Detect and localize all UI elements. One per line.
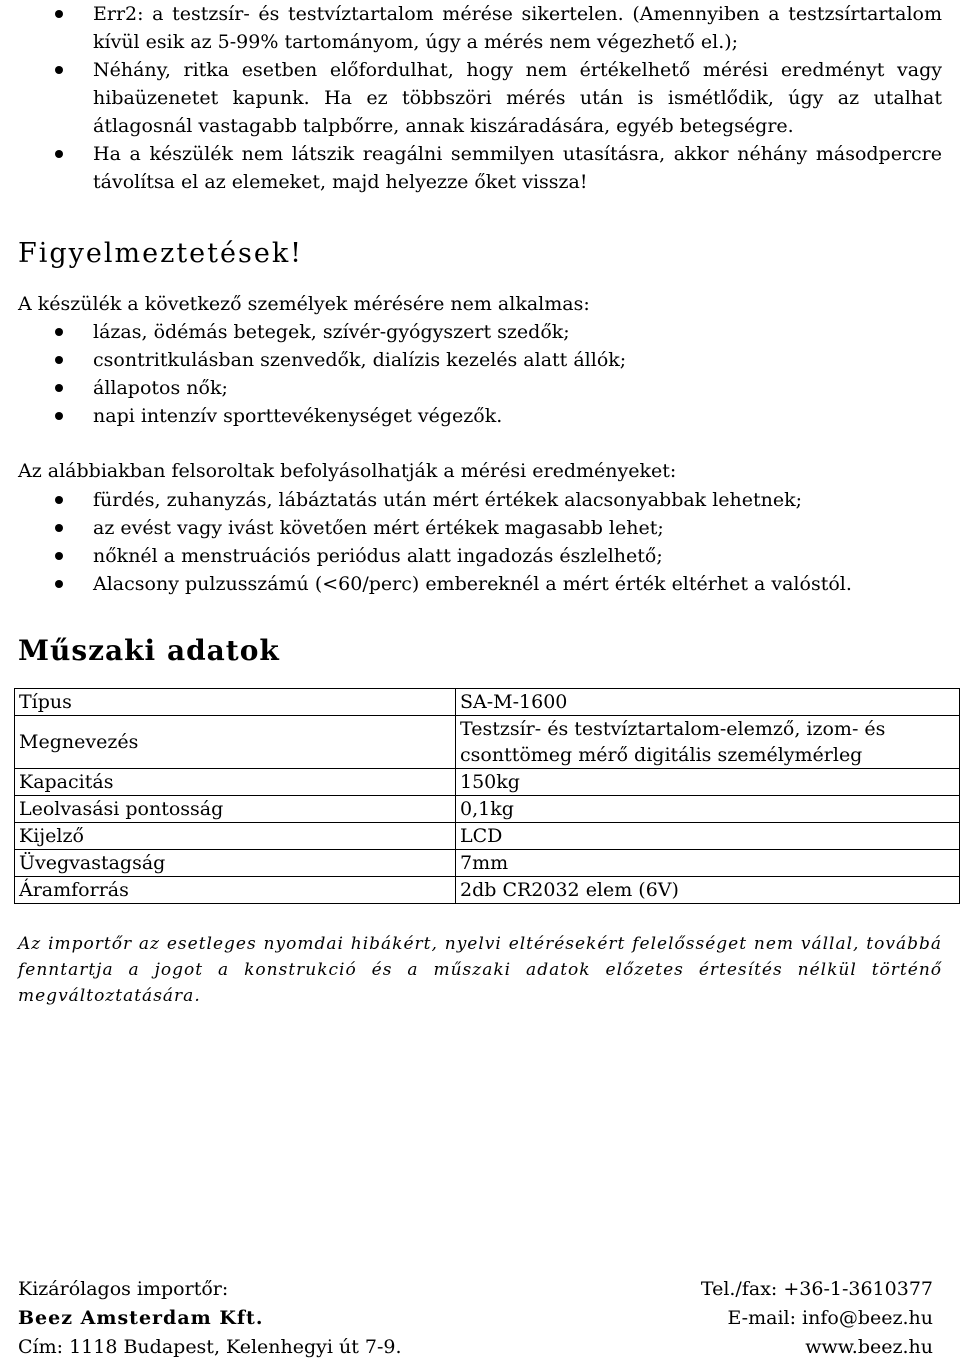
factors-intro: Az alábbiakban felsoroltak befolyásolhatják a mérési eredményeket: <box>18 460 677 482</box>
bullet-icon <box>55 580 63 588</box>
bullet-icon <box>55 412 63 420</box>
footer-contact <box>701 1275 933 1362</box>
warnings-heading: Figyelmeztetések! <box>18 238 304 269</box>
warning-text: állapotos nők; <box>93 377 228 399</box>
warning-text: lázas, ödémás betegek, szívér-gyógyszert szedők; <box>93 321 570 343</box>
factor-item <box>0 542 960 570</box>
warning-item <box>0 318 960 346</box>
bullet-icon <box>55 10 63 18</box>
spec-value: 7mm <box>456 850 960 877</box>
table-row <box>15 689 960 716</box>
bullet-icon <box>55 496 63 504</box>
factor-text: nőknél a menstruációs periódus alatt ingadozás észlelhető; <box>93 545 663 567</box>
troubleshooting-item <box>0 56 960 140</box>
website: www.beez.hu <box>805 1336 933 1358</box>
bullet-icon <box>55 552 63 560</box>
bullet-icon <box>55 328 63 336</box>
table-row <box>15 769 960 796</box>
troubleshooting-item <box>0 0 960 56</box>
table-row <box>15 716 960 769</box>
warning-item <box>0 374 960 402</box>
warning-text: csontritkulásban szenvedők, dialízis kezelés alatt állók; <box>93 349 627 371</box>
factor-text: Alacsony pulzusszámú (<60/perc) embereknél a mért érték eltérhet a valóstól. <box>93 573 852 595</box>
spec-value: 150kg <box>456 769 960 796</box>
warning-item <box>0 402 960 430</box>
spec-label: Leolvasási pontosság <box>15 796 456 823</box>
factor-item <box>0 486 960 514</box>
company-address: Cím: 1118 Budapest, Kelenhegyi út 7-9. <box>18 1336 402 1358</box>
spec-label: Kapacitás <box>15 769 456 796</box>
company-name: Beez Amsterdam Kft. <box>18 1307 264 1329</box>
factor-item <box>0 514 960 542</box>
spec-value: SA-M-1600 <box>456 689 960 716</box>
warning-item <box>0 346 960 374</box>
spec-value: Testzsír- és testvíztartalom-elemző, izom- és csonttömeg mérő digitális személymérleg <box>456 716 960 769</box>
table-row <box>15 823 960 850</box>
email: E-mail: info@beez.hu <box>727 1307 933 1329</box>
spec-table <box>14 688 960 904</box>
spec-value: LCD <box>456 823 960 850</box>
warnings-list <box>0 318 960 430</box>
bullet-icon <box>55 356 63 364</box>
footer-importer <box>18 1275 402 1362</box>
bullet-icon <box>55 524 63 532</box>
spec-label: Áramforrás <box>15 877 456 904</box>
troubleshooting-list <box>0 0 960 196</box>
troubleshooting-text: Ha a készülék nem látszik reagálni semmilyen utasításra, akkor néhány másodpercre távolítsa el az elemeket, majd helyezze őket vissza! <box>93 143 942 193</box>
spec-value: 2db CR2032 elem (6V) <box>456 877 960 904</box>
spec-label: Kijelző <box>15 823 456 850</box>
table-row <box>15 796 960 823</box>
spec-label: Üvegvastagság <box>15 850 456 877</box>
factor-text: az evést vagy ivást követően mért értékek magasabb lehet; <box>93 517 664 539</box>
tech-heading: Műszaki adatok <box>18 634 280 667</box>
bullet-icon <box>55 384 63 392</box>
troubleshooting-text: Err2: a testzsír- és testvíztartalom mérése sikertelen. (Amennyiben a testzsírtartalom kívül esik az 5-99% tartományom, úgy a mérés nem végezhető el.); <box>93 3 942 53</box>
phone-fax: Tel./fax: +36-1-3610377 <box>700 1278 933 1300</box>
importer-label: Kizárólagos importőr: <box>18 1278 229 1300</box>
factors-list <box>0 486 960 598</box>
bullet-icon <box>55 150 63 158</box>
warning-text: napi intenzív sporttevékenységet végezők. <box>93 405 503 427</box>
troubleshooting-text: Néhány, ritka esetben előfordulhat, hogy nem értékelhető mérési eredményt vagy hibaüzenetet kapunk. Ha ez többszöri mérés után is ismétlődik, úgy az utalhat átlagosnál vastagabb talpbőrre, annak kiszáradására, egyéb betegségre. <box>93 59 942 137</box>
table-row <box>15 877 960 904</box>
spec-label: Megnevezés <box>15 716 456 769</box>
disclaimer: Az importőr az esetleges nyomdai hibákért, nyelvi eltérésekért felelősséget nem vállal, továbbá fenntartja a jogot a konstrukció és a műszaki adatok előzetes értesítés nélkül történő megváltoztatására. <box>18 934 942 1006</box>
spec-label: Típus <box>15 689 456 716</box>
factor-item <box>0 570 960 598</box>
troubleshooting-item <box>0 140 960 196</box>
table-row <box>15 850 960 877</box>
spec-value: 0,1kg <box>456 796 960 823</box>
warnings-intro: A készülék a következő személyek mérésére nem alkalmas: <box>18 293 590 315</box>
factor-text: fürdés, zuhanyzás, lábáztatás után mért értékek alacsonyabbak lehetnek; <box>93 489 803 511</box>
bullet-icon <box>55 66 63 74</box>
